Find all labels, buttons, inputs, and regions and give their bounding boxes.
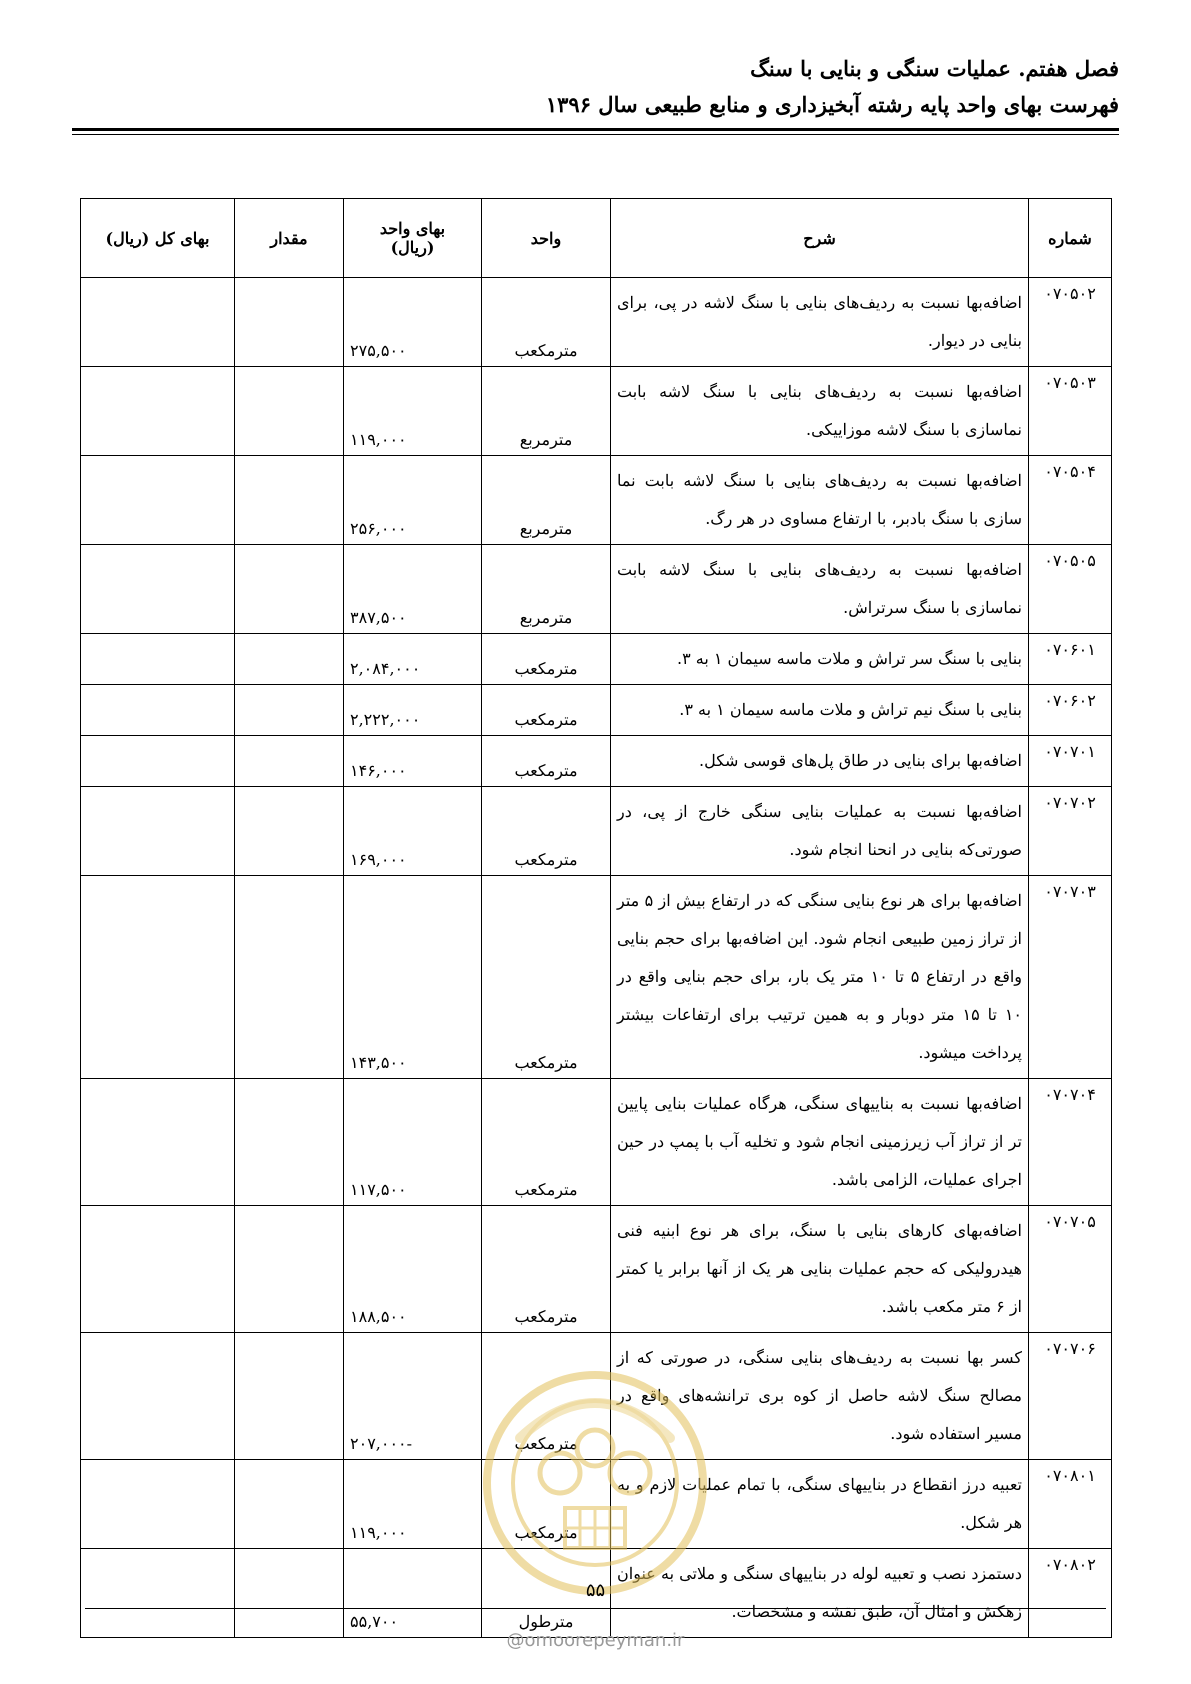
- item-description: اضافه‌بها نسبت به ردیف‌های بنایی با سنگ لاشه بابت نماسازی با سنگ سرتراش.: [611, 545, 1029, 634]
- item-code: ۰۷۰۵۰۵: [1029, 545, 1112, 634]
- item-description: اضافه‌بها نسبت به ردیف‌های بنایی با سنگ لاشه بابت نماسازی با سنگ لاشه موزاییکی.: [611, 367, 1029, 456]
- item-unit-price: ۲۷۵,۵۰۰: [344, 278, 482, 367]
- item-unit-price: ۱۴۳,۵۰۰: [344, 876, 482, 1079]
- item-total: [81, 545, 235, 634]
- item-unit: مترطول: [482, 1549, 611, 1638]
- page-number: ۵۵: [585, 1580, 606, 1601]
- item-total: [81, 1333, 235, 1460]
- header-quantity: مقدار: [235, 199, 344, 278]
- item-code: ۰۷۰۸۰۱: [1029, 1460, 1112, 1549]
- item-code: ۰۷۰۷۰۵: [1029, 1206, 1112, 1333]
- item-total: [81, 876, 235, 1079]
- item-unit-price: ۲۵۶,۰۰۰: [344, 456, 482, 545]
- item-code: ۰۷۰۷۰۳: [1029, 876, 1112, 1079]
- item-quantity: [235, 1079, 344, 1206]
- item-quantity: [235, 1206, 344, 1333]
- item-unit: مترمربع: [482, 456, 611, 545]
- item-unit-price: ۱۱۷,۵۰۰: [344, 1079, 482, 1206]
- item-unit-price: -۲۰۷,۰۰۰: [344, 1333, 482, 1460]
- item-total: [81, 456, 235, 545]
- item-code: ۰۷۰۷۰۴: [1029, 1079, 1112, 1206]
- header-description: شرح: [611, 199, 1029, 278]
- item-unit: مترمکعب: [482, 787, 611, 876]
- item-code: ۰۷۰۷۰۱: [1029, 736, 1112, 787]
- item-unit-price: ۱۸۸,۵۰۰: [344, 1206, 482, 1333]
- item-unit: مترمربع: [482, 545, 611, 634]
- header-rule-thick: [72, 128, 1119, 131]
- item-code: ۰۷۰۸۰۲: [1029, 1549, 1112, 1638]
- table-row: [81, 1079, 1112, 1206]
- item-code: ۰۷۰۵۰۲: [1029, 278, 1112, 367]
- table-row: [81, 1206, 1112, 1333]
- watermark-text: @omoorepeyman.ir: [506, 1630, 685, 1651]
- item-unit-price: ۲,۰۸۴,۰۰۰: [344, 634, 482, 685]
- item-unit: مترمکعب: [482, 1079, 611, 1206]
- item-description: بنایی با سنگ نیم تراش و ملات ماسه سیمان ۱ به ۳.: [611, 685, 1029, 736]
- item-description: اضافه‌بها نسبت به عملیات بنایی سنگی خارج از پی، در صورتی‌که بنایی در انحنا انجام شود.: [611, 787, 1029, 876]
- header-unit-price: [344, 199, 482, 278]
- item-description: دستمزد نصب و تعبیه لوله در بناییهای سنگی و ملاتی به عنوان زهکش و امثال آن، طبق نقشه و مشخصات.: [611, 1549, 1029, 1638]
- table-row: [81, 876, 1112, 1079]
- item-unit-price: ۱۱۹,۰۰۰: [344, 367, 482, 456]
- item-total: [81, 1206, 235, 1333]
- item-unit: مترمکعب: [482, 876, 611, 1079]
- item-description: اضافه‌بهای کارهای بنایی با سنگ، برای هر نوع ابنیه فنی هیدرولیکی که حجم عملیات بنایی هر یک از آنها برابر یا کمتر از ۶ متر مکعب باشد.: [611, 1206, 1029, 1333]
- table-row: [81, 736, 1112, 787]
- item-quantity: [235, 545, 344, 634]
- document-title: فهرست بهای واحد پایه رشته آبخیزداری و منابع طبیعی سال ۱۳۹۶: [545, 92, 1119, 117]
- item-unit: مترمکعب: [482, 634, 611, 685]
- item-quantity: [235, 1460, 344, 1549]
- item-quantity: [235, 787, 344, 876]
- table-row: [81, 685, 1112, 736]
- item-description: اضافه‌بها برای هر نوع بنایی سنگی که در ارتفاع بیش از ۵ متر از تراز زمین طبیعی انجام شود. این اضافه‌بها برای حجم بنایی واقع در ارتفاع ۵ تا ۱۰ متر یک بار، برای حجم بنایی واقع در ۱۰ تا ۱۵ متر دوبار و به همین ترتیب برای ارتفاعات بیشتر پرداخت میشود.: [611, 876, 1029, 1079]
- header-code: شماره: [1029, 199, 1112, 278]
- table-row: [81, 787, 1112, 876]
- item-description: اضافه‌بها نسبت به بناییهای سنگی، هرگاه عملیات بنایی پایین تر از تراز آب زیرزمینی انجام شود و تخلیه آب با پمپ در حین اجرای عملیات، الزامی باشد.: [611, 1079, 1029, 1206]
- item-code: ۰۷۰۶۰۲: [1029, 685, 1112, 736]
- header-rule-thin: [72, 134, 1119, 135]
- item-quantity: [235, 685, 344, 736]
- item-unit-price: ۱۱۹,۰۰۰: [344, 1460, 482, 1549]
- item-total: [81, 1460, 235, 1549]
- item-quantity: [235, 634, 344, 685]
- item-unit-price: ۳۸۷,۵۰۰: [344, 545, 482, 634]
- item-unit: مترمکعب: [482, 278, 611, 367]
- item-unit-price: ۱۶۹,۰۰۰: [344, 787, 482, 876]
- item-code: ۰۷۰۵۰۴: [1029, 456, 1112, 545]
- item-unit-price: ۱۴۶,۰۰۰: [344, 736, 482, 787]
- item-unit: مترمکعب: [482, 1333, 611, 1460]
- item-unit-price: ۵۵,۷۰۰: [344, 1549, 482, 1638]
- table-header-row: [81, 199, 1112, 278]
- item-description: اضافه‌بها نسبت به ردیف‌های بنایی با سنگ لاشه در پی، برای بنایی در دیوار.: [611, 278, 1029, 367]
- table-row: [81, 367, 1112, 456]
- item-total: [81, 1079, 235, 1206]
- item-total: [81, 367, 235, 456]
- chapter-title: فصل هفتم. عملیات سنگی و بنایی با سنگ: [750, 56, 1119, 81]
- item-description: اضافه‌بها نسبت به ردیف‌های بنایی با سنگ لاشه بابت نما سازی با سنگ بادبر، با ارتفاع مساوی در هر رگ.: [611, 456, 1029, 545]
- item-description: کسر بها نسبت به ردیف‌های بنایی سنگی، در صورتی که از مصالح سنگ لاشه حاصل از کوه بری ترانشه‌های واقع در مسیر استفاده شود.: [611, 1333, 1029, 1460]
- header-unit: واحد: [482, 199, 611, 278]
- table-row: [81, 278, 1112, 367]
- item-unit: مترمکعب: [482, 736, 611, 787]
- item-total: [81, 685, 235, 736]
- table-row: [81, 456, 1112, 545]
- item-quantity: [235, 367, 344, 456]
- item-description: تعبیه درز انقطاع در بناییهای سنگی، با تمام عملیات لازم و به هر شکل.: [611, 1460, 1029, 1549]
- item-unit: مترمکعب: [482, 685, 611, 736]
- item-quantity: [235, 1333, 344, 1460]
- item-unit: مترمربع: [482, 367, 611, 456]
- item-unit: مترمکعب: [482, 1460, 611, 1549]
- item-unit-price: ۲,۲۲۲,۰۰۰: [344, 685, 482, 736]
- footer-rule: [85, 1608, 1106, 1609]
- item-total: [81, 634, 235, 685]
- item-code: ۰۷۰۵۰۳: [1029, 367, 1112, 456]
- item-quantity: [235, 736, 344, 787]
- item-quantity: [235, 456, 344, 545]
- item-description: اضافه‌بها برای بنایی در طاق پل‌های قوسی شکل.: [611, 736, 1029, 787]
- header-unit-price-line2: (ریال): [390, 238, 435, 257]
- item-total: [81, 787, 235, 876]
- item-total: [81, 278, 235, 367]
- seal-watermark-icon: [480, 1368, 710, 1598]
- table-row: [81, 634, 1112, 685]
- item-quantity: [235, 876, 344, 1079]
- item-description: بنایی با سنگ سر تراش و ملات ماسه سیمان ۱ به ۳.: [611, 634, 1029, 685]
- item-total: [81, 736, 235, 787]
- item-code: ۰۷۰۷۰۲: [1029, 787, 1112, 876]
- item-unit: مترمکعب: [482, 1206, 611, 1333]
- item-code: ۰۷۰۷۰۶: [1029, 1333, 1112, 1460]
- item-code: ۰۷۰۶۰۱: [1029, 634, 1112, 685]
- header-unit-price-line1: بهای واحد: [379, 219, 446, 238]
- table-row: [81, 545, 1112, 634]
- header-total: بهای کل (ریال): [81, 199, 235, 278]
- item-quantity: [235, 278, 344, 367]
